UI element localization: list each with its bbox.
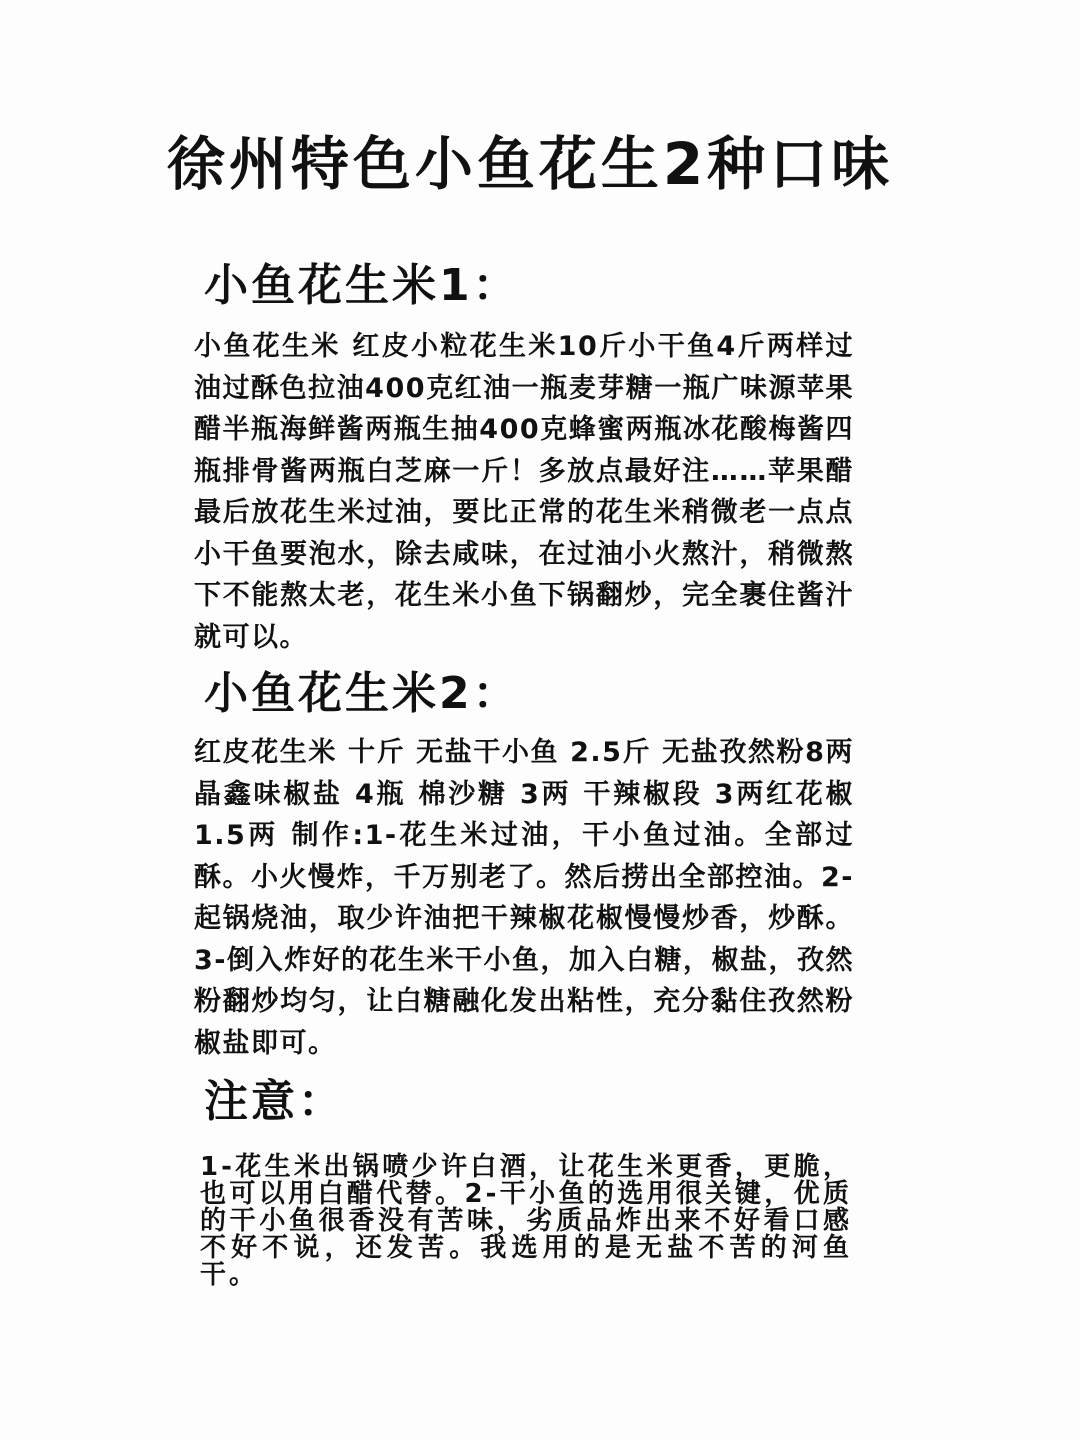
- page-title: 徐州特色小鱼花生2种口味: [166, 130, 894, 198]
- section-1-body: 小鱼花生米 红皮小粒花生米10斤小干鱼4斤两样过油过酥色拉油400克红油一瓶麦芽糖一瓶广味源苹果醋半瓶海鲜酱两瓶生抽400克蜂蜜两瓶冰花酸梅酱四瓶排骨酱两瓶白芝麻一斤！多放点最好注……苹果醋最后放花生米过油，要比正常的花生米稍微老一点点小干鱼要泡水，除去咸味，在过油小火熬汁，稍微熬下不能熬太老，花生米小鱼下锅翻炒，完全裹住酱汁就可以。: [194, 331, 854, 653]
- notes-heading: 注意：: [204, 1076, 345, 1127]
- section-2-heading: 小鱼花生米2：: [204, 668, 520, 719]
- section-2-body: 红皮花生米 十斤 无盐干小鱼 2.5斤 无盐孜然粉8两 晶鑫味椒盐 4瓶 棉沙糖 3两 干辣椒段 3两红花椒 1.5两 制作:1-花生米过油，干小鱼过油。全部过酥。小火慢炸，千万别老了。然后捞出全部控油。2-起锅烧油，取少许油把干辣椒花椒慢慢炒香，炒酥。3-倒入炸好的花生米干小鱼，加入白糖，椒盐，孜然粉翻炒均匀，让白糖融化发出粘性，充分黏住孜然粉椒盐即可。: [194, 737, 854, 1059]
- section-1-heading: 小鱼花生米1：: [204, 260, 520, 311]
- notes-body: 1-花生米出锅喷少许白酒，让花生米更香，更脆，也可以用白醋代替。2-干小鱼的选用很关键，优质的干小鱼很香没有苦味，劣质品炸出来不好看口感不好不说，还发苦。我选用的是无盐不苦的河鱼干。: [200, 1152, 852, 1290]
